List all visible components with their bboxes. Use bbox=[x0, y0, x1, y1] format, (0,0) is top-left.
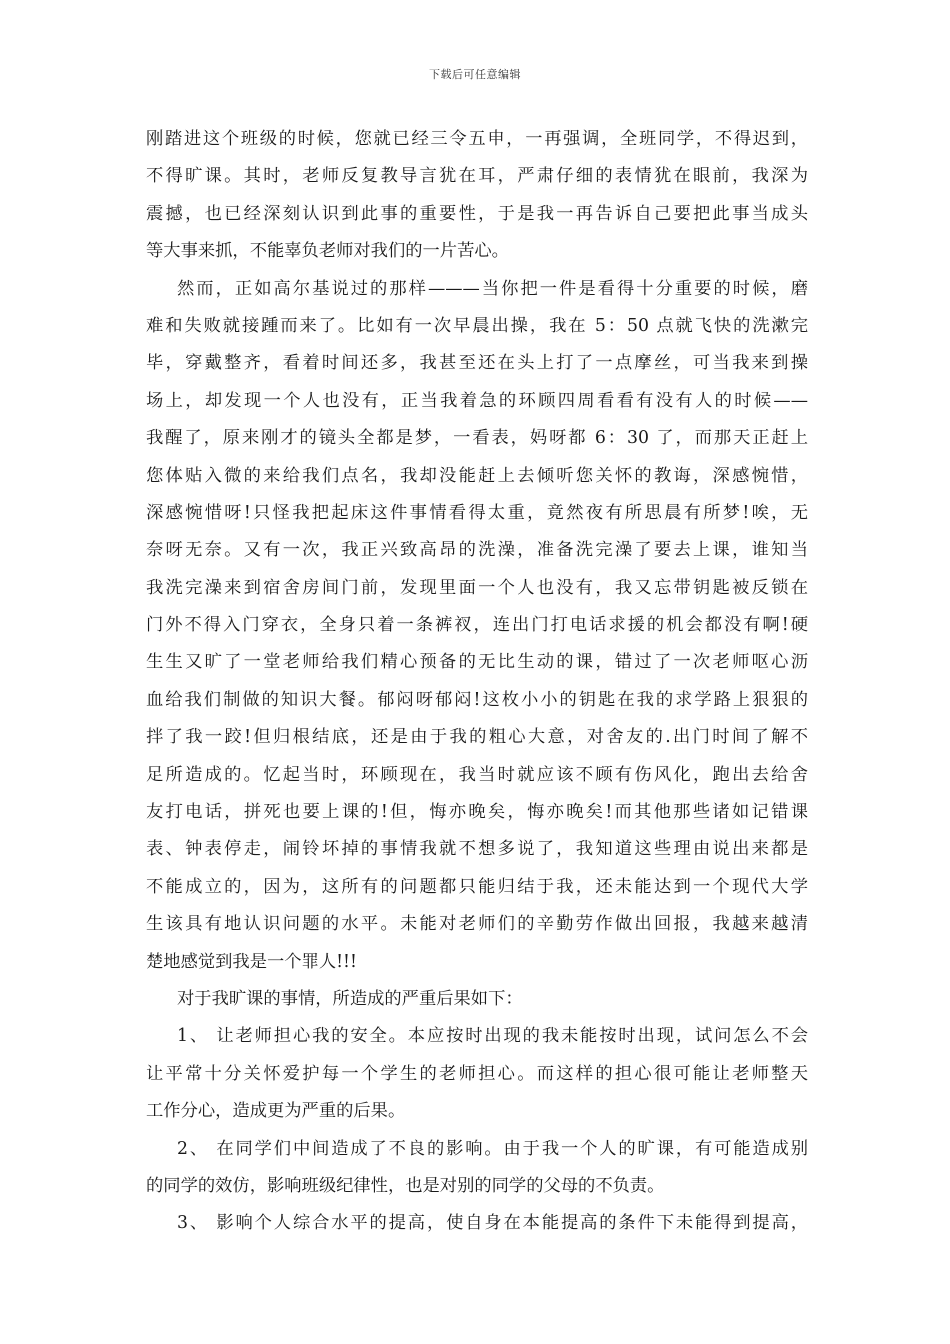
text-line: 然而，正如高尔基说过的那样———当你把一件是看得十分重要的时候，磨 bbox=[177, 278, 808, 299]
text-line: 表、钟表停走，闹铃坏掉的事情我就不想多说了，我知道这些理由说出来都是 bbox=[146, 839, 808, 860]
text-line: 刚踏进这个班级的时候，您就已经三令五申，一再强调，全班同学，不得迟到， bbox=[146, 129, 808, 149]
text-line: 让平常十分关怀爱护每一个学生的老师担心。而这样的担心很可能让老师整天 bbox=[146, 1063, 808, 1084]
text-line: 的同学的效仿，影响班级纪律性，也是对别的同学的父母的不负责。 bbox=[146, 1175, 665, 1196]
text-line: 不得旷课。其时，老师反复教导言犹在耳，严肃仔细的表情犹在眼前，我深为 bbox=[146, 166, 808, 187]
text-line: 工作分心，造成更为严重的后果。 bbox=[146, 1101, 406, 1122]
text-line: 足所造成的。忆起当时，环顾现在，我当时就应该不顾有伤风化，跑出去给舍 bbox=[146, 764, 808, 785]
text-line: 震撼，也已经深刻认识到此事的重要性，于是我一再告诉自己要把此事当成头 bbox=[146, 203, 808, 224]
text-line: 门外不得入门穿衣，全身只着一条裤衩，连出门打电话求援的机会都没有啊!硬 bbox=[146, 615, 808, 636]
text-line: 毕，穿戴整齐，看着时间还多，我甚至还在头上打了一点摩丝，可当我来到操 bbox=[146, 353, 808, 374]
text-line: 3、 影响个人综合水平的提高，使自身在本能提高的条件下未能得到提高， bbox=[177, 1213, 808, 1234]
document-body bbox=[146, 121, 808, 1243]
list-item-2 bbox=[146, 1131, 808, 1206]
text-line: 奈呀无奈。又有一次，我正兴致高昂的洗澡，准备洗完澡了要去上课，谁知当 bbox=[146, 540, 808, 561]
text-line: 楚地感觉到我是一个罪人!!! bbox=[146, 951, 357, 972]
text-line: 我醒了，原来刚才的镜头全都是梦，一看表，妈呀都 6：30 了，而那天正赶上 bbox=[146, 428, 808, 449]
paragraph-story bbox=[146, 271, 808, 981]
page-header: 下载后可任意编辑 bbox=[429, 68, 521, 81]
text-line: 您体贴入微的来给我们点名，我却没能赶上去倾听您关怀的教诲，深感惋惜， bbox=[146, 465, 808, 486]
text-line: 深感惋惜呀!只怪我把起床这件事情看得太重，竟然夜有所思晨有所梦!唉，无 bbox=[146, 502, 808, 523]
text-line: 场上，却发现一个人也没有，正当我着急的环顾四周看看有没有人的时候—— bbox=[146, 390, 808, 411]
text-line: 生该具有地认识问题的水平。未能对老师们的辛勤劳作做出回报，我越来越清 bbox=[146, 914, 808, 935]
text-line: 等大事来抓，不能辜负老师对我们的一片苦心。 bbox=[146, 241, 509, 262]
text-line: 难和失败就接踵而来了。比如有一次早晨出操，我在 5：50 点就飞快的洗漱完 bbox=[146, 315, 808, 336]
text-line: 友打电话，拼死也要上课的!但，悔亦晚矣，悔亦晚矣!而其他那些诸如记错课 bbox=[146, 802, 808, 823]
text-line: 对于我旷课的事情，所造成的严重后果如下： bbox=[177, 988, 523, 1009]
text-line: 1、 让老师担心我的安全。本应按时出现的我未能按时出现，试问怎么不会 bbox=[177, 1026, 808, 1047]
text-line: 不能成立的，因为，这所有的问题都只能归结于我，还未能达到一个现代大学 bbox=[146, 876, 808, 897]
text-line: 生生又旷了一堂老师给我们精心预备的无比生动的课，错过了一次老师呕心沥 bbox=[146, 652, 808, 673]
list-item-3 bbox=[146, 1205, 808, 1242]
text-line: 2、 在同学们中间造成了不良的影响。由于我一个人的旷课，有可能造成别 bbox=[177, 1138, 808, 1159]
text-line: 拌了我一跤!但归根结底，还是由于我的粗心大意，对舍友的.出门时间了解不 bbox=[146, 727, 808, 748]
text-line: 我洗完澡来到宿舍房间门前，发现里面一个人也没有，我又忘带钥匙被反锁在 bbox=[146, 577, 808, 598]
text-line: 血给我们制做的知识大餐。郁闷呀郁闷!这枚小小的钥匙在我的求学路上狠狠的 bbox=[146, 689, 808, 710]
paragraph-intro bbox=[146, 121, 808, 271]
list-item-1 bbox=[146, 1018, 808, 1130]
paragraph-consequences-intro bbox=[146, 981, 808, 1018]
